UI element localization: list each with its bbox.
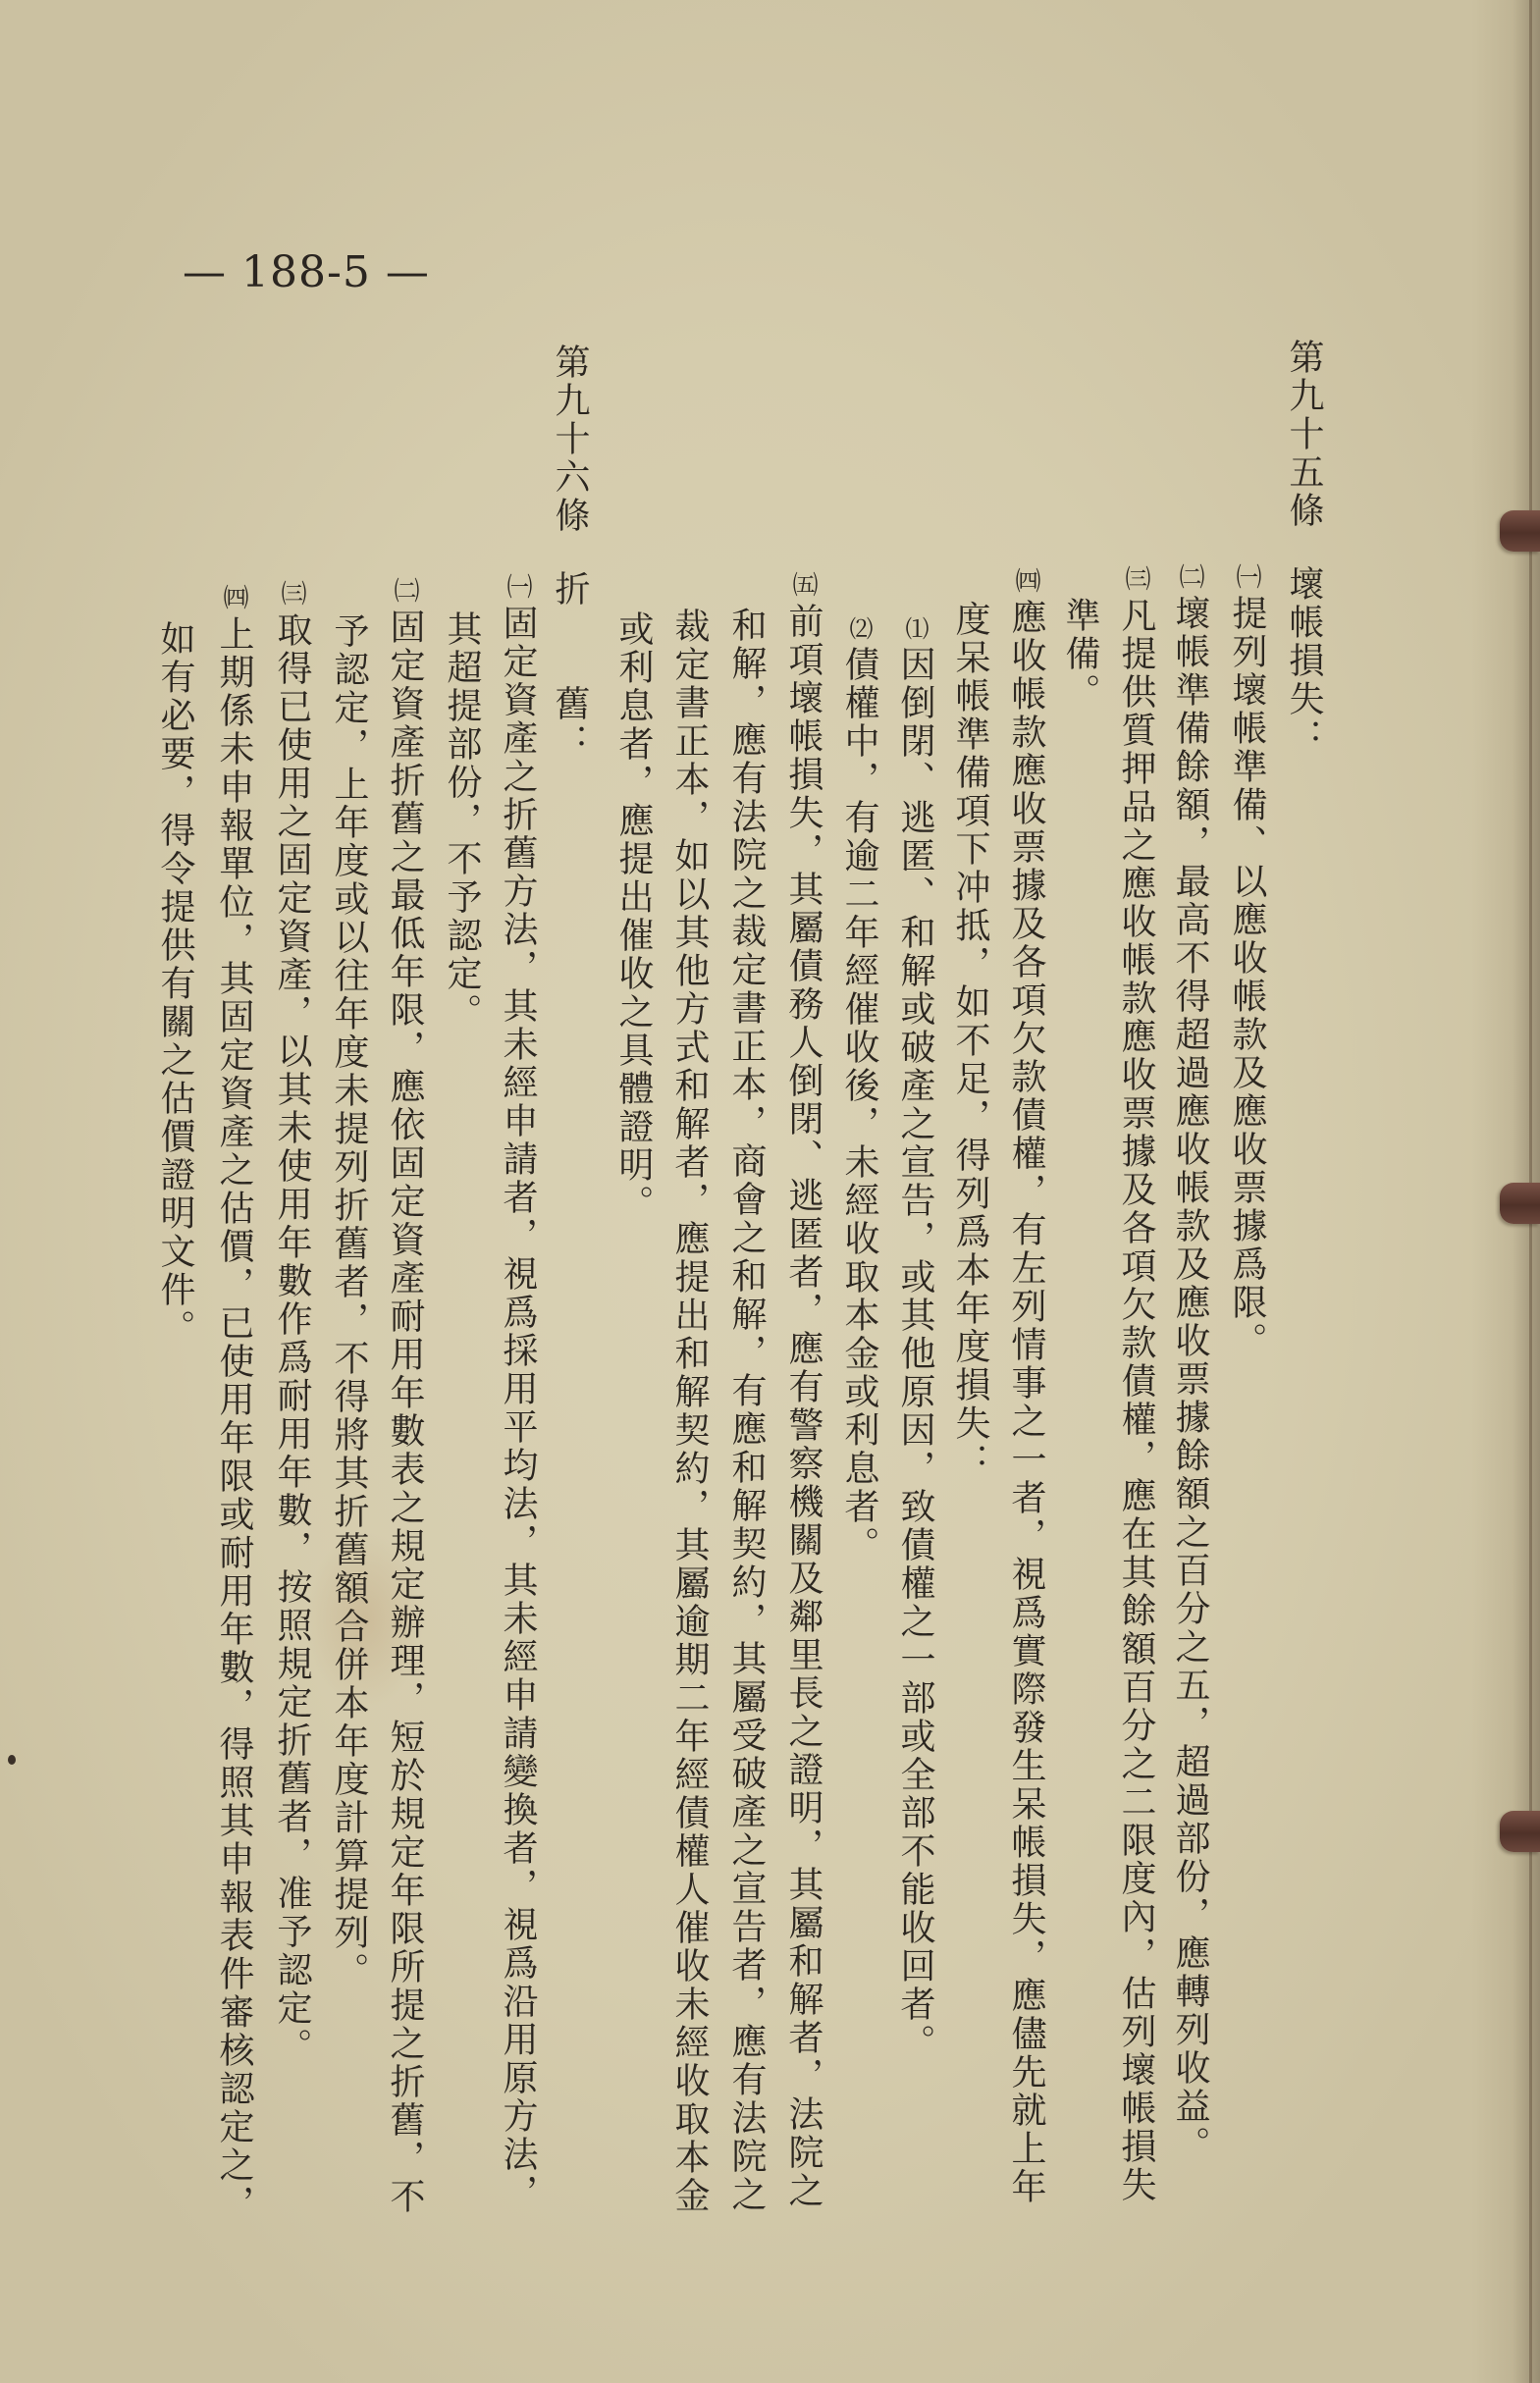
item-text: 上期係未申報單位，其固定資產之估價，已使用年限或耐用年數，得照其申報表件審核認定之， xyxy=(214,615,254,2223)
item-text: 凡提供質押品之應收帳款應收票據及各項欠款債權，應在其餘額百分之二限度內，估列壞帳損失 xyxy=(1116,597,1156,2204)
item-text: 其超提部份，不予認定。 xyxy=(442,610,482,1032)
article-95-item-5 xyxy=(783,571,823,2210)
item-text: 固定資產之折舊方法，其未經申請者，視爲採用平均法，其未經申請變換者，視爲沿用原方法， xyxy=(498,605,538,2212)
subitem-marker: ⑴ xyxy=(901,616,929,646)
article-title: 折 舊： xyxy=(550,570,590,762)
page-number: — 188-5 — xyxy=(183,247,430,297)
item-text: 如有必要，得令提供有關之估價證明文件。 xyxy=(155,620,195,1348)
article-96-item-1-continued xyxy=(442,610,481,1032)
item-text: 取得已使用之固定資產，以其未使用年數作爲耐用年數，按照規定折舊者，准予認定。 xyxy=(272,611,312,2066)
article-95-heading-column xyxy=(1284,339,1323,757)
item-text: 前項壞帳損失，其屬債務人倒閉、逃匿者，應有警察機關及鄰里長之證明，其屬和解者，法院之 xyxy=(783,603,823,2210)
binding-thread-tie xyxy=(1500,1183,1540,1224)
item-marker: ㈠ xyxy=(1232,563,1261,595)
item-text: 或利息者，應提出催收之具體證明。 xyxy=(613,610,654,1223)
item-text: 予認定，上年度或以往年度未提列折舊者，不得將其折舊額合併本年度計算提列。 xyxy=(329,612,369,1990)
item-text: 準備。 xyxy=(1060,597,1100,712)
binding-thread-tie xyxy=(1500,510,1540,552)
binding-thread-tie xyxy=(1500,1811,1540,1852)
article-95-item-5-continued xyxy=(669,608,709,2215)
item-text: 和解，應有法院之裁定書正本，商會之和解，有應和解契約，其屬受破產之宣告者，應有法院之 xyxy=(726,607,767,2214)
article-96-item-4 xyxy=(214,584,253,2223)
article-95-item-5-continued xyxy=(613,610,653,1223)
article-95-item-4 xyxy=(1006,567,1045,2206)
article-95-item-3 xyxy=(1116,565,1155,2204)
article-95-item-3-continued xyxy=(1060,597,1099,712)
item-marker: ㈣ xyxy=(219,584,248,615)
item-marker: ㈡ xyxy=(390,577,419,609)
article-95-item-4-subitem-2 xyxy=(839,616,878,1564)
item-text: 提列壞帳準備、以應收帳款及應收票據爲限。 xyxy=(1227,595,1267,1360)
article-95-item-4-continued xyxy=(950,601,989,1481)
article-95-item-2 xyxy=(1170,563,1209,2164)
item-marker: ㈢ xyxy=(1121,565,1150,597)
subitem-marker: ⑵ xyxy=(845,616,873,646)
article-95-item-1 xyxy=(1227,563,1266,1360)
article-96-item-3 xyxy=(272,580,311,2066)
item-marker: ㈤ xyxy=(788,571,818,603)
item-text: 裁定書正本，如以其他方式和解者，應提出和解契約，其屬逾期二年經債權人催收未經收取本金 xyxy=(669,608,710,2215)
article-96-item-1 xyxy=(498,573,537,2212)
article-95-item-4-subitem-1 xyxy=(895,616,934,2062)
article-number: 第九十六條 xyxy=(550,344,590,535)
article-number: 第九十五條 xyxy=(1284,339,1324,530)
item-marker: ㈡ xyxy=(1175,563,1204,595)
article-95-item-5-continued xyxy=(726,607,766,2214)
item-text: 固定資產折舊之最低年限，應依固定資產耐用年數表之規定辦理，短於規定年限所提之折舊，不 xyxy=(385,609,425,2216)
article-96-item-2 xyxy=(385,577,424,2216)
item-marker: ㈠ xyxy=(503,573,532,605)
subitem-text: 債權中，有逾二年經催收後，未經收取本金或利息者。 xyxy=(839,646,879,1564)
article-96-item-2-continued xyxy=(329,612,368,1990)
article-title: 壞帳損失： xyxy=(1284,565,1324,757)
article-96-item-4-continued xyxy=(155,620,194,1348)
item-marker: ㈣ xyxy=(1011,567,1040,599)
article-96-heading-column xyxy=(550,344,589,762)
item-text: 應收帳款應收票據及各項欠款債權，有左列情事之一者，視爲實際發生呆帳損失，應儘先就上年 xyxy=(1006,599,1046,2206)
ink-speck xyxy=(8,1755,16,1765)
item-marker: ㈢ xyxy=(277,580,306,611)
subitem-text: 因倒閉、逃匿、和解或破產之宣告，或其他原因，致債權之一部或全部不能收回者。 xyxy=(895,646,935,2062)
item-text: 壞帳準備餘額，最高不得超過應收帳款及應收票據餘額之百分之五，超過部份，應轉列收益。 xyxy=(1170,595,1210,2164)
item-text: 度呆帳準備項下冲抵，如不足，得列爲本年度損失： xyxy=(950,601,990,1481)
